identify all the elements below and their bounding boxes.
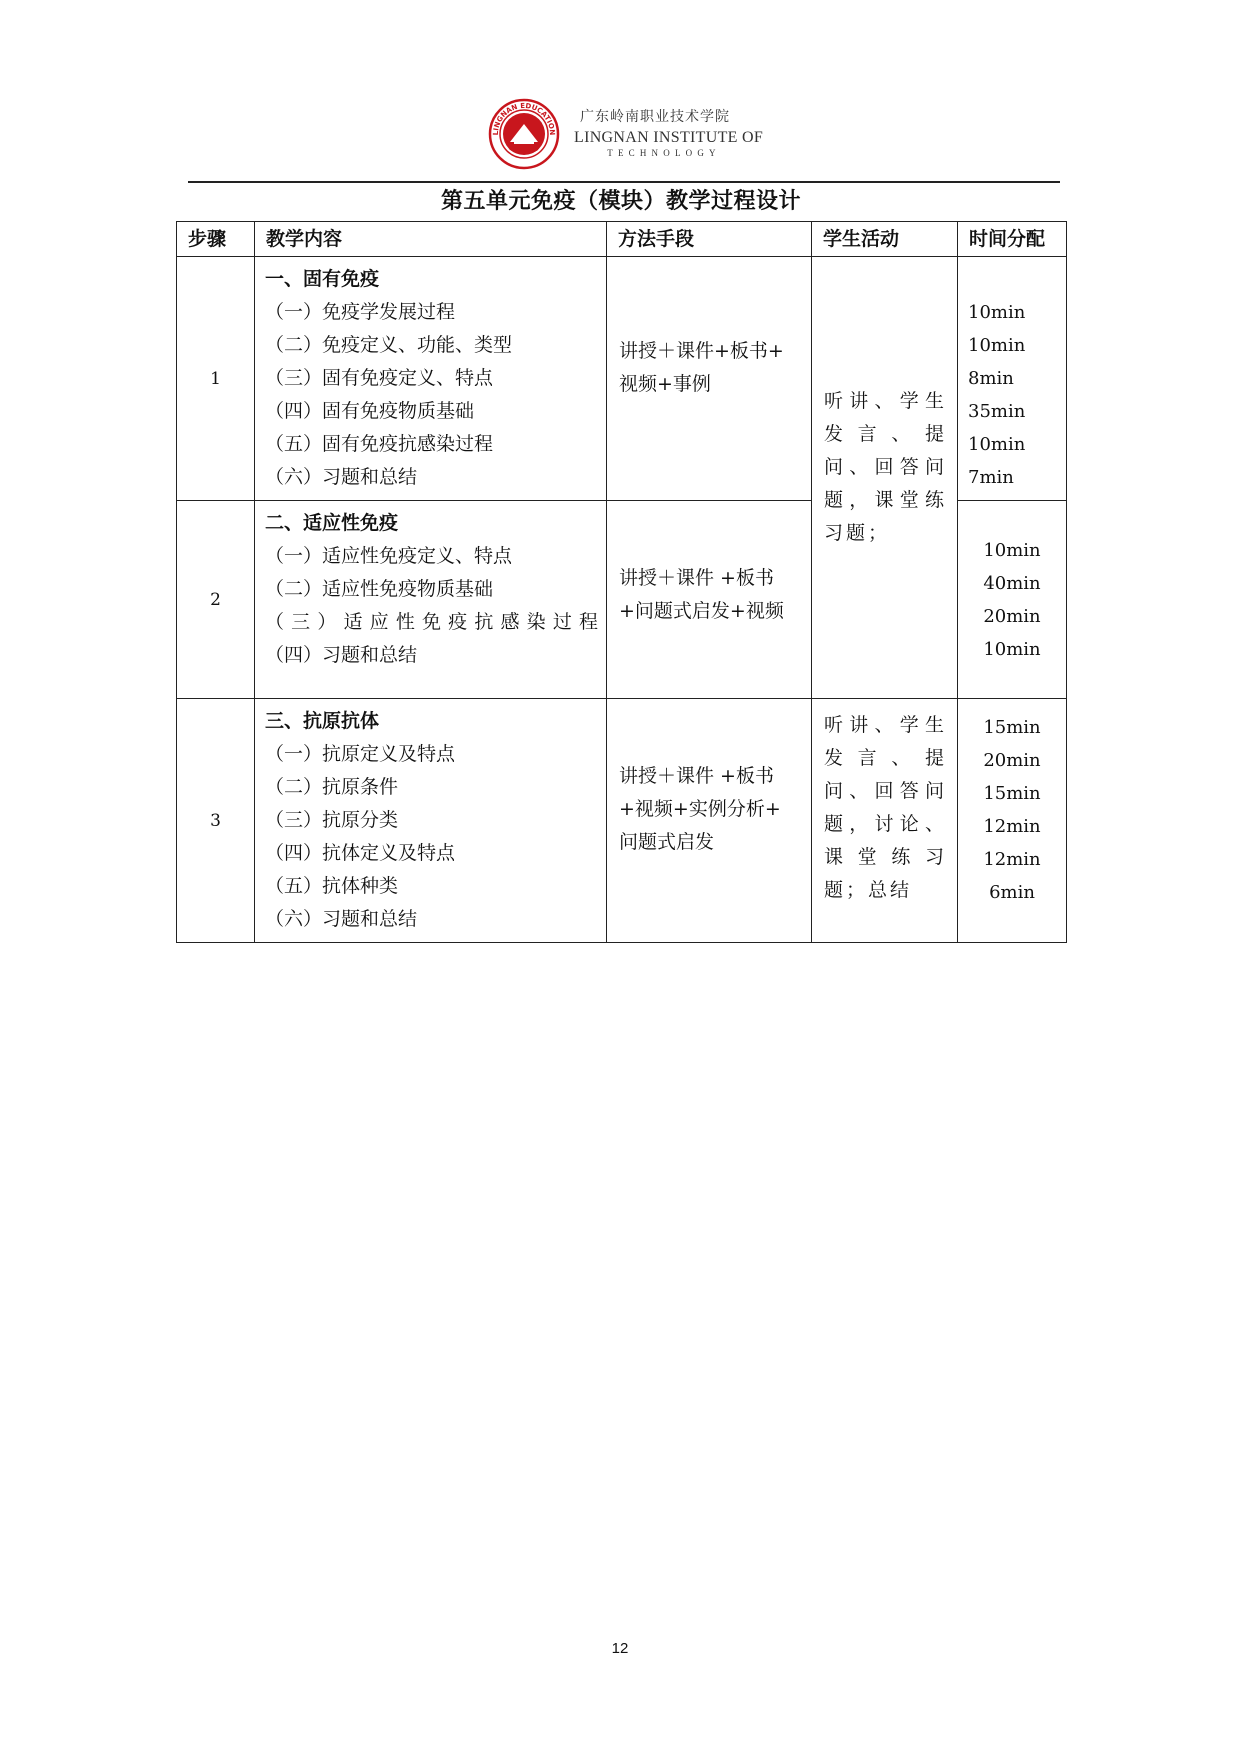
header-activity: 学生活动 xyxy=(812,222,958,257)
content-item: （一）抗原定义及特点 xyxy=(265,743,456,765)
method-line: 问题式启发 xyxy=(619,831,715,853)
activity-line: 习题； xyxy=(824,522,891,544)
content-item: （三）固有免疫定义、特点 xyxy=(265,367,494,389)
content-item: （四）抗体定义及特点 xyxy=(265,842,456,864)
time-value: 20min xyxy=(983,750,1041,771)
activity-line: 问、回答问 xyxy=(824,456,947,478)
section-title: 三、抗原抗体 xyxy=(265,710,380,732)
content-cell xyxy=(255,699,607,943)
time-value: 10min xyxy=(983,639,1041,660)
content-item: （一）免疫学发展过程 xyxy=(265,301,456,323)
method-line: +问题式启发+视频 xyxy=(619,600,784,622)
page-title: 第五单元免疫（模块）教学过程设计 xyxy=(440,189,801,214)
content-item: （六）习题和总结 xyxy=(265,466,418,488)
school-logo xyxy=(488,98,560,170)
activity-line: 发言、提 xyxy=(824,747,947,769)
activity-line: 问、回答问 xyxy=(824,780,947,802)
school-name-en-line1: LINGNAN INSTITUTE OF xyxy=(574,129,764,146)
method-line: 讲授＋课件 +板书 xyxy=(619,567,774,589)
activity-line: 听讲、学生 xyxy=(824,390,947,412)
content-item: （六）习题和总结 xyxy=(265,908,418,930)
content-cell xyxy=(255,257,607,501)
content-cell xyxy=(255,501,607,699)
header-step: 步骤 xyxy=(177,222,255,257)
activity-line: 听讲、学生 xyxy=(824,714,947,736)
step-number: 1 xyxy=(177,257,255,501)
teaching-plan-table xyxy=(176,221,1067,943)
content-item: （五）抗体种类 xyxy=(265,875,399,897)
content-item: （一）适应性免疫定义、特点 xyxy=(265,545,513,567)
time-value: 10min xyxy=(983,540,1041,561)
time-value: 40min xyxy=(983,573,1041,594)
time-value: 10min xyxy=(968,434,1026,455)
time-value: 7min xyxy=(968,467,1014,488)
school-name-en-line2: TECHNOLOGY xyxy=(607,148,721,158)
content-item: （四）习题和总结 xyxy=(265,644,418,666)
method-line: +视频+实例分析+ xyxy=(619,798,781,820)
table-row xyxy=(177,699,1067,943)
method-cell xyxy=(607,501,812,699)
header-rule xyxy=(188,181,1060,183)
method-line: 讲授＋课件+板书+ xyxy=(619,340,784,362)
content-item: （二）抗原条件 xyxy=(265,776,399,798)
table-row xyxy=(177,257,1067,501)
step-number: 3 xyxy=(177,699,255,943)
activity-cell xyxy=(812,699,958,943)
logo-ring-bottom-text: EST.1993 xyxy=(507,143,541,157)
time-value: 15min xyxy=(983,783,1041,804)
time-value: 12min xyxy=(983,849,1041,870)
method-line: 视频+事例 xyxy=(619,373,711,395)
time-value: 10min xyxy=(968,335,1026,356)
header-method: 方法手段 xyxy=(607,222,812,257)
time-value: 6min xyxy=(989,882,1035,903)
page-number: 12 xyxy=(611,1640,629,1657)
activity-line: 题，课堂练 xyxy=(824,489,947,511)
method-cell xyxy=(607,257,812,501)
section-title: 一、固有免疫 xyxy=(265,268,380,290)
time-value: 35min xyxy=(968,401,1026,422)
time-value: 8min xyxy=(968,368,1014,389)
content-item: （二）免疫定义、功能、类型 xyxy=(265,334,513,356)
activity-line: 题；总结 xyxy=(824,879,913,901)
logo-ring-top-text: LINGNAN EDUCATION xyxy=(491,101,557,136)
content-item: （三）适应性免疫抗感染过程 xyxy=(265,611,598,633)
activity-line: 题，讨论、 xyxy=(824,813,947,835)
content-item: （三）抗原分类 xyxy=(265,809,399,831)
content-item: （四）固有免疫物质基础 xyxy=(265,400,475,422)
time-cell xyxy=(958,501,1067,699)
time-value: 15min xyxy=(983,717,1041,738)
activity-cell xyxy=(812,257,958,699)
activity-line: 课堂练习 xyxy=(824,846,947,868)
time-value: 12min xyxy=(983,816,1041,837)
method-cell xyxy=(607,699,812,943)
table-header-row xyxy=(177,222,1067,257)
content-item: （二）适应性免疫物质基础 xyxy=(265,578,494,600)
method-line: 讲授＋课件 +板书 xyxy=(619,765,774,787)
header-time: 时间分配 xyxy=(958,222,1067,257)
time-cell xyxy=(958,699,1067,943)
time-value: 20min xyxy=(983,606,1041,627)
section-title: 二、适应性免疫 xyxy=(265,512,399,534)
step-number: 2 xyxy=(177,501,255,699)
content-item: （五）固有免疫抗感染过程 xyxy=(265,433,494,455)
time-cell xyxy=(958,257,1067,501)
school-name-block xyxy=(574,106,774,158)
time-value: 10min xyxy=(968,302,1026,323)
activity-line: 发言、提 xyxy=(824,423,947,445)
header-content: 教学内容 xyxy=(255,222,607,257)
school-name-cn: 广东岭南职业技术学院 xyxy=(580,109,730,125)
